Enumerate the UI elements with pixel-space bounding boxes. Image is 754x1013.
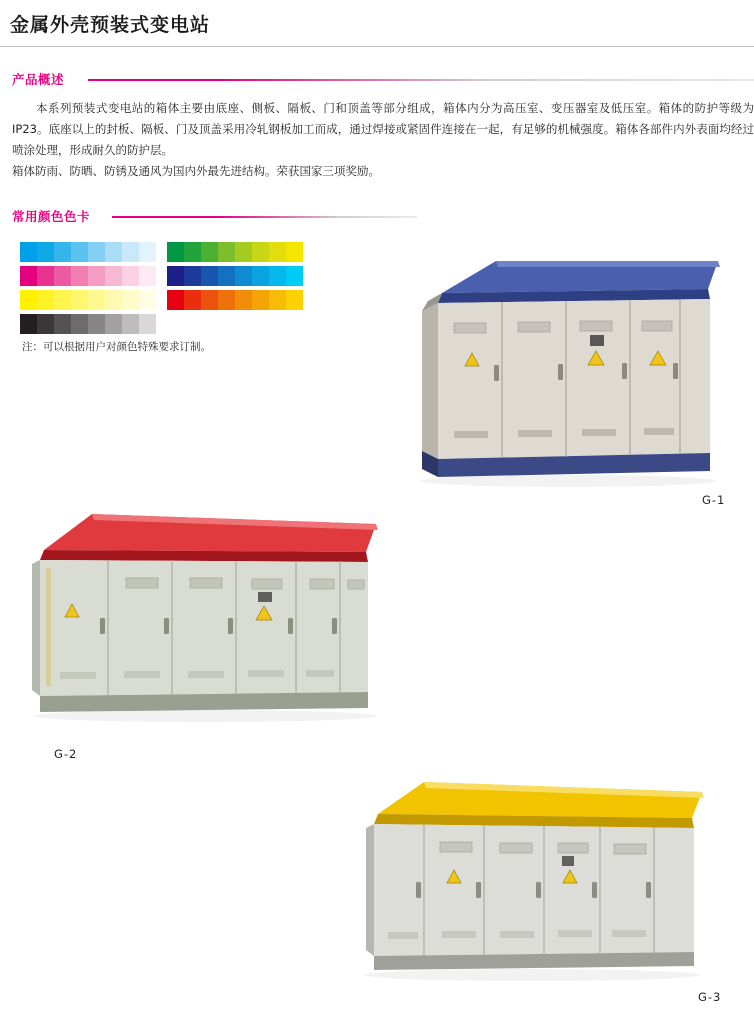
color-swatch (105, 242, 122, 262)
color-swatch (54, 314, 71, 334)
color-swatch (105, 314, 122, 334)
figure-g1 (418, 245, 736, 507)
color-swatch (20, 314, 37, 334)
color-swatch (54, 242, 71, 262)
color-swatch (218, 242, 235, 262)
color-group-left (20, 290, 156, 310)
color-swatch (201, 242, 218, 262)
color-swatch (54, 266, 71, 286)
color-swatch (54, 290, 71, 310)
figure-caption-g2: G-2 (54, 747, 78, 761)
color-swatch (122, 266, 139, 286)
color-swatch (37, 266, 54, 286)
color-swatch (167, 266, 184, 286)
color-swatch (20, 242, 37, 262)
color-swatch (88, 314, 105, 334)
substation-illustration-g3 (362, 770, 722, 985)
color-swatch (201, 266, 218, 286)
substation-illustration-g2 (30, 500, 390, 730)
color-swatch (71, 266, 88, 286)
color-swatch (122, 242, 139, 262)
color-row (20, 242, 303, 262)
title-divider (0, 46, 754, 47)
overview-text (12, 98, 754, 182)
section-divider-overview (88, 79, 754, 81)
color-swatch (71, 242, 88, 262)
color-swatch (235, 266, 252, 286)
color-swatch (37, 314, 54, 334)
color-swatch (218, 266, 235, 286)
color-swatch (71, 290, 88, 310)
color-row (20, 290, 303, 310)
color-swatch (252, 242, 269, 262)
color-swatch (88, 290, 105, 310)
color-group-right (167, 242, 303, 262)
color-swatch (139, 290, 156, 310)
color-swatch (252, 266, 269, 286)
color-swatch (218, 290, 235, 310)
color-swatch (122, 314, 139, 334)
color-swatch (269, 290, 286, 310)
color-group-right (167, 266, 303, 286)
color-row (20, 266, 303, 286)
page-title: 金属外壳预装式变电站 (10, 14, 211, 36)
color-group-gap (156, 242, 167, 262)
color-group-left (20, 242, 156, 262)
color-swatch (139, 266, 156, 286)
figure-caption-g1: G-1 (702, 493, 726, 507)
section-divider-colorcard (112, 216, 417, 218)
color-swatch (122, 290, 139, 310)
color-swatch (105, 290, 122, 310)
color-swatch (139, 314, 156, 334)
color-row (20, 314, 303, 334)
color-swatch (286, 290, 303, 310)
color-swatch (105, 266, 122, 286)
color-card (20, 242, 303, 338)
color-swatch (71, 314, 88, 334)
color-group-left (20, 266, 156, 286)
color-swatch (269, 266, 286, 286)
section-heading-overview: 产品概述 (12, 72, 65, 87)
color-group-left (20, 314, 156, 334)
color-swatch (201, 290, 218, 310)
color-swatch (167, 290, 184, 310)
color-swatch (269, 242, 286, 262)
color-swatch (184, 266, 201, 286)
color-group-gap (156, 290, 167, 310)
color-group-right (167, 290, 303, 310)
color-swatch (20, 266, 37, 286)
color-group-gap (156, 266, 167, 286)
substation-illustration-g1 (418, 245, 736, 495)
color-swatch (286, 266, 303, 286)
figure-g2 (30, 500, 390, 761)
figure-caption-g3: G-3 (698, 990, 722, 1004)
color-swatch (235, 242, 252, 262)
color-swatch (139, 242, 156, 262)
color-swatch (252, 290, 269, 310)
color-swatch (167, 242, 184, 262)
overview-paragraph-1: 本系列预装式变电站的箱体主要由底座、侧板、隔板、门和顶盖等部分组成，箱体内分为高压室、变压器室及低压室。箱体的防护等级为IP23。底座以上的封板、隔板、门及顶盖采用冷轧钢板加工而成，通过焊接或紧固件连接在一起，有足够的机械强度。箱体各部件内外表面均经过喷涂处理，形成耐久的防护层。 (12, 101, 754, 157)
color-swatch (88, 242, 105, 262)
color-swatch (235, 290, 252, 310)
color-swatch (184, 290, 201, 310)
color-swatch (20, 290, 37, 310)
color-swatch (286, 242, 303, 262)
figure-g3 (362, 770, 722, 1004)
overview-paragraph-2: 箱体防雨、防晒、防锈及通风为国内外最先进结构。荣获国家三项奖励。 (12, 164, 380, 178)
section-heading-colorcard: 常用颜色色卡 (12, 209, 91, 224)
color-card-note: 注：可以根据用户对颜色特殊要求订制。 (22, 341, 211, 353)
color-swatch (37, 290, 54, 310)
color-swatch (37, 242, 54, 262)
color-swatch (88, 266, 105, 286)
color-swatch (184, 242, 201, 262)
